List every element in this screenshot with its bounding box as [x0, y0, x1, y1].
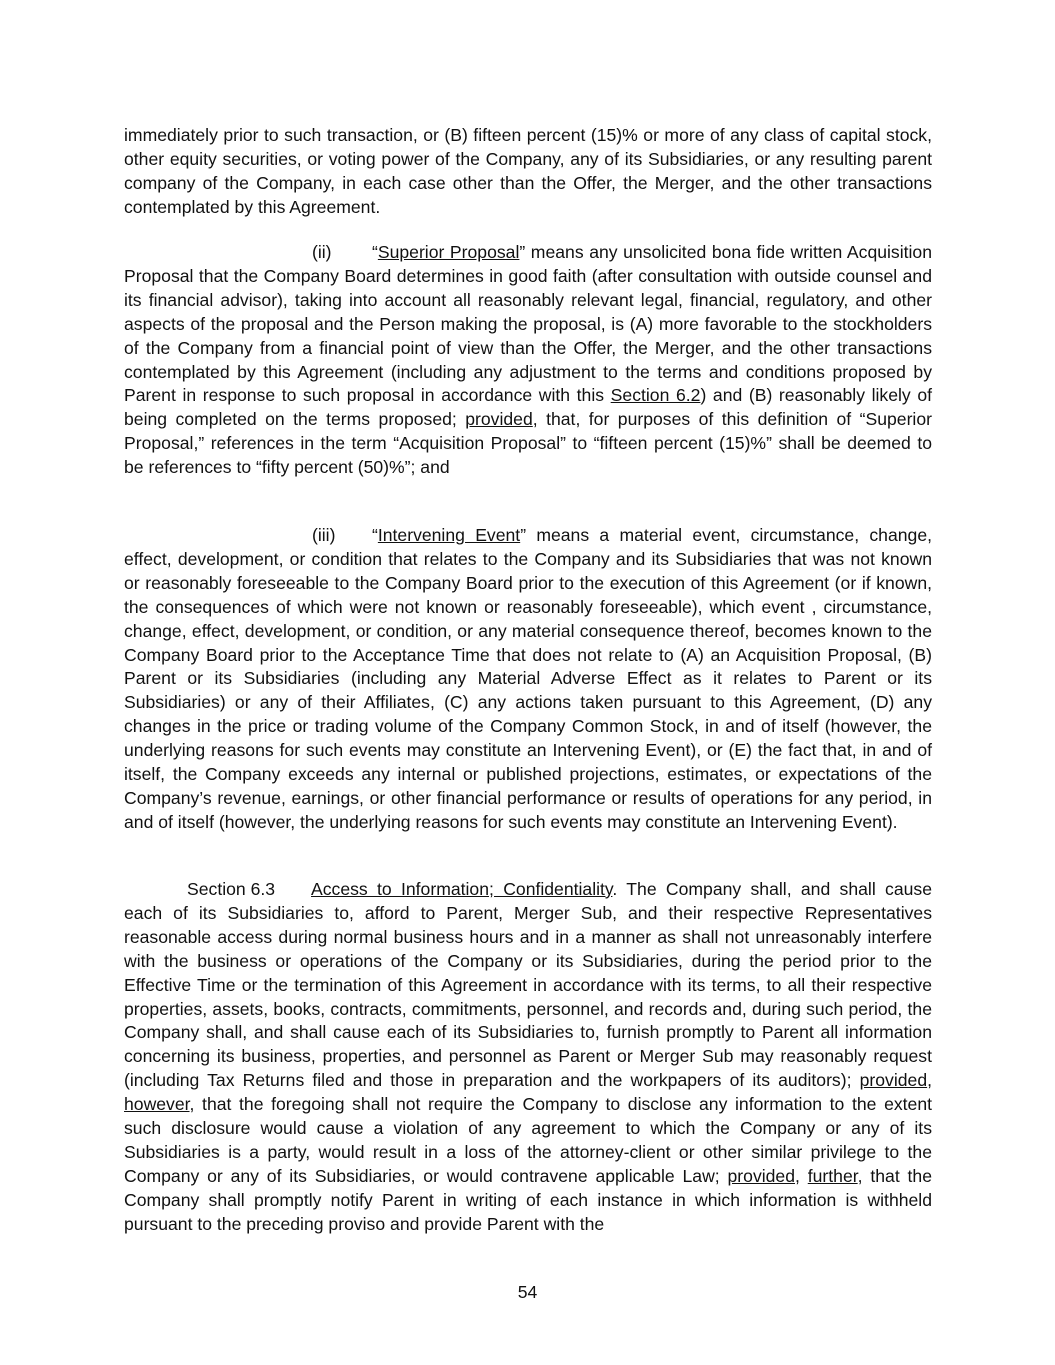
definition-text: means any unsolicited bona fide written Acquisition Proposal that the Company Board determines in good faith (after consultation with outside counsel and its financial advisor), taking into account all reasonably relevant legal, financial, regulatory, and other aspects of the proposal and the Person making the proposal, is (A) more favorable to the stockholders of the Company from a financial point of view than the Offer, the Merger, and the other transactions contemplated by this Agreement (including any adjustment to the terms and conditions proposed by Parent in response to such proposal in accordance with this: [124, 242, 932, 406]
comma: ,: [927, 1070, 932, 1091]
section-text: . The Company shall, and shall cause each of its Subsidiaries to, afford to Parent, Merger Sub, and their respective Representatives reasonable access during normal business hours and in a manner as shall not unreasonably interfere with the business or operations of the Company or its Subsidiaries, during the period prior to the Effective Time or the termination of this Agreement in accordance with its terms, to all their respective properties, assets, books, contracts, commitments, personnel, and records and, during such period, the Company shall, and shall cause each of its Subsidiaries to, furnish promptly to Parent all information concerning its business, properties, and personnel as Parent or Merger Sub may reasonably request (including Tax Returns filed and those in preparation and the workpapers of its auditors);: [124, 879, 932, 1091]
paragraph-text: immediately prior to such transaction, or (B) fifteen percent (15)% or more of any class of capital stock, other equity securities, or voting power of the Company, any of its Subsidiaries, or any resulting parent company of the Company, in each case other than the Offer, the Merger, and the other transactions contemplated by this Agreement.: [124, 125, 932, 217]
defined-term-superior-proposal: Superior Proposal: [377, 242, 520, 262]
definition-text: means a material event, circumstance, change, effect, development, or condition that relates to the Company and its Subsidiaries that was not known or reasonably foreseeable to the Company Board prior to the execution of this Agreement (or if known, the consequences of which were not known or reasonably foreseeable), which event , circumstance, change, effect, development, or condition, or any material consequence thereof, becomes known to the Company Board prior to the Acceptance Time that does not relate to (A) an Acquisition Proposal, (B) Parent or its Subsidiaries (including any Material Adverse Effect as it relates to Parent or its Subsidiaries) or any of their Affiliates, (C) any actions taken pursuant to this Agreement, (D) any changes in the price or trading volume of the Company Common Stock, in and of itself (however, the underlying reasons for such events may constitute an Intervening Event), or (E) the fact that, in and of itself, the Company exceeds any internal or published projections, estimates, or expectations of the Company’s revenue, earnings, or other financial performance or results of operations for any period, in and of itself (however, the underlying reasons for such events may constitute an Intervening Event).: [124, 525, 932, 832]
section-text-3: , that the Company shall promptly notify Parent in writing of each instance in which information is withheld pursuant to the preceding proviso and provide Parent with the: [124, 1165, 932, 1234]
proviso-provided-2: provided: [727, 1165, 796, 1186]
proviso-however: however: [124, 1094, 190, 1115]
open-quote: “: [372, 242, 378, 262]
section-text-2: , that the foregoing shall not require the Company to disclose any information to the extent such disclosure would cause a violation of any agreement to which the Company or any of its Subsidiaries is a party, would result in a loss of the attorney-client or other similar privilege to the Company or any of its Subsidiaries, or would contravene applicable Law;: [124, 1094, 932, 1186]
paragraph-continuation: [124, 124, 932, 220]
open-quote: “: [372, 525, 378, 545]
proviso-further: further: [807, 1165, 858, 1186]
paragraph-superior-proposal: [124, 241, 932, 480]
definition-text-3: , that, for purposes of this definition of “Superior Proposal,” references in the term “Acquisition Proposal” to “fifteen percent (15)%” shall be deemed to be references to “fifty percent (50)%”; and: [124, 409, 932, 478]
section-reference: Section 6.2: [610, 385, 701, 406]
section-number: Section 6.3: [187, 879, 276, 899]
proviso-provided: provided: [859, 1070, 928, 1091]
defined-term-intervening-event: Intervening Event: [377, 525, 521, 545]
paragraph-intervening-event: [124, 524, 932, 835]
definition-text-2: ) and (B) reasonably likely of being completed on the terms proposed;: [124, 385, 933, 430]
comma-2: ,: [795, 1165, 808, 1186]
clause-label: (iii): [312, 525, 336, 545]
close-quote: ”: [519, 242, 526, 262]
close-quote: ”: [520, 525, 527, 545]
page-number: 54: [517, 1282, 538, 1302]
proviso-provided: provided: [465, 409, 533, 430]
clause-label: (ii): [312, 242, 332, 262]
paragraph-section-6-3: [124, 878, 932, 1237]
section-heading: Access to Information; Confidentiality: [311, 879, 613, 899]
